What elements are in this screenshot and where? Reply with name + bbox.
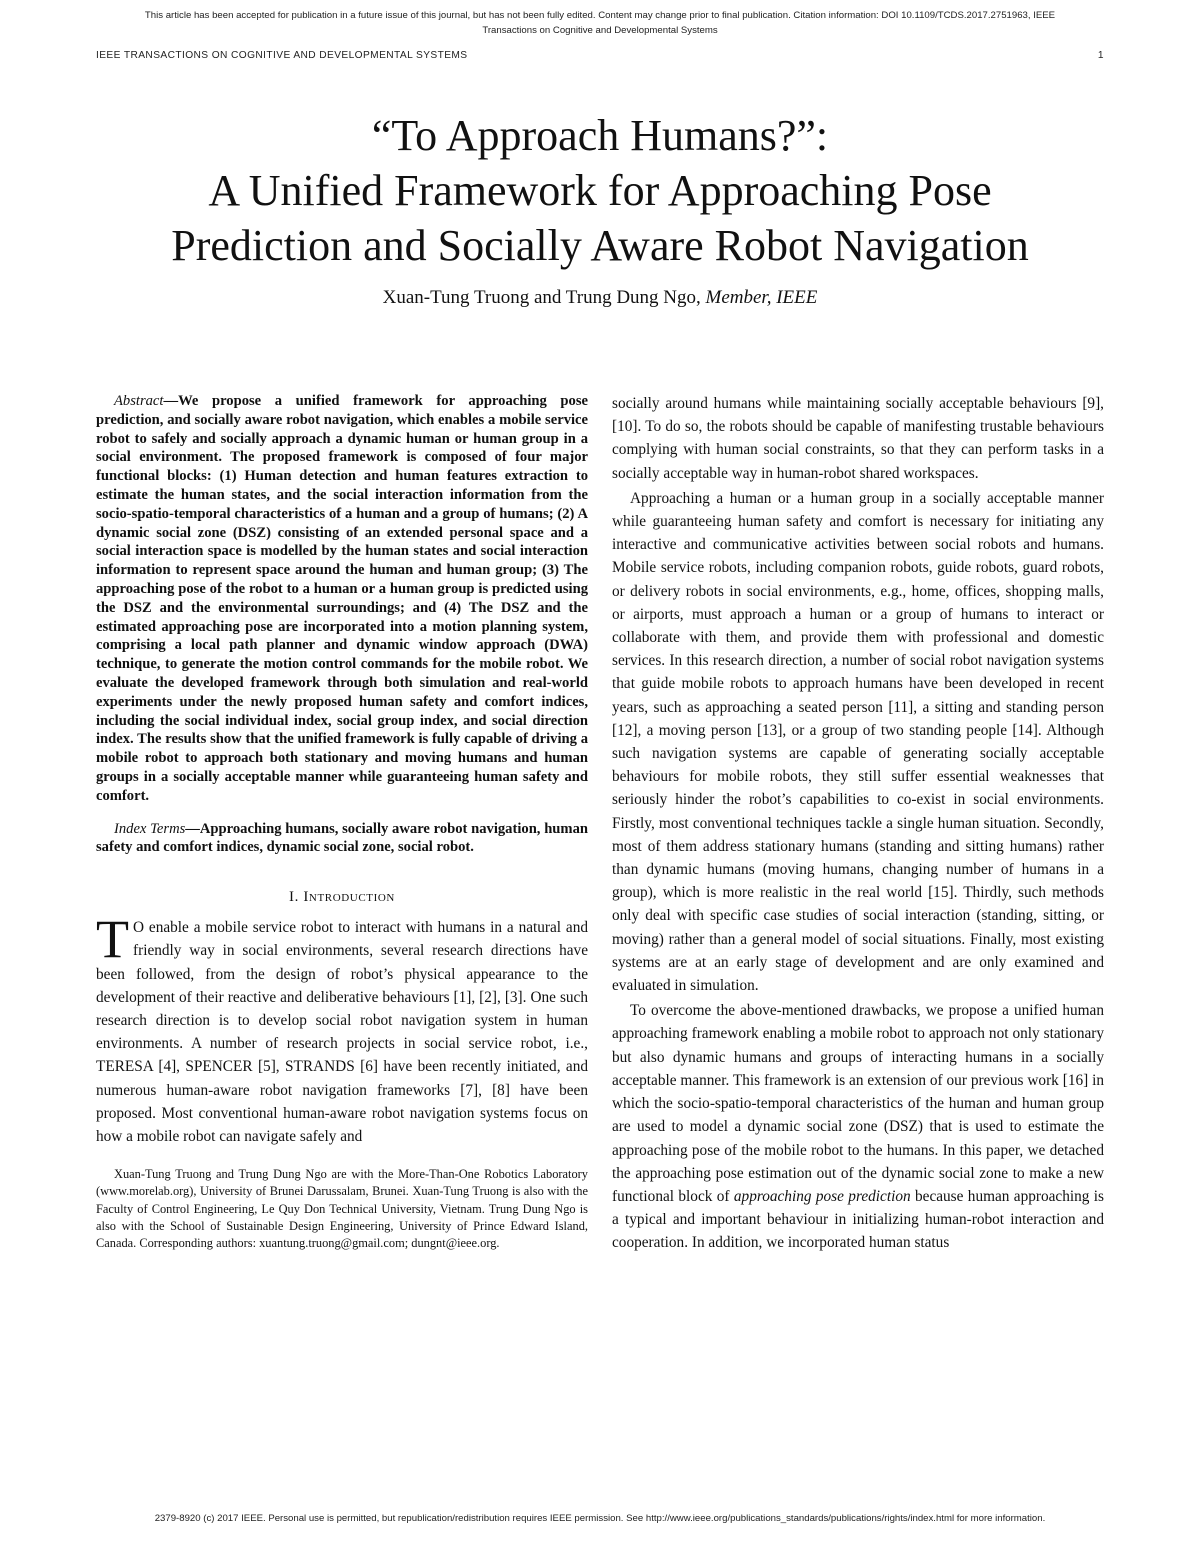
intro-paragraph-3-emphasis: approaching pose prediction [733, 1187, 911, 1205]
page-number: 1 [1097, 50, 1104, 61]
intro-paragraph-3-text-a: To overcome the above-mentioned drawbacks, we propose a unified human approaching framework enabling a mobile robot to approach not only stationary but also dynamic humans and groups of interacting humans in a socially acceptable manner. This framework is an extension of our previous work [16] in which the socio-spatio-temporal characteristics of the human and human group are used to model a dynamic social zone (DSZ) that is used to estimate the approaching pose of the mobile robot to the humans. In this paper, we detached the approaching pose estimation out of the dynamic social zone to make a new functional block of [612, 1002, 1104, 1205]
paper-title [60, 108, 1140, 273]
intro-paragraph-2: Approaching a human or a human group in a socially acceptable manner while guaranteeing human safety and comfort is necessary for initiating any interactive and communicative activities between social robots and humans. Mobile service robots, including companion robots, guide robots, guard robots, or delivery robots in social environments, e.g., home, offices, shopping malls, or airports, must approach a human or a group of humans to interact or collaborate with them, and provide them with professional and domestic services. In this research direction, a number of social robot navigation systems that guide mobile robots to approach humans have been developed in recent years, such as approaching a seated person [11], a sitting and standing person [12], a moving person [13], or a group of two standing people [14]. Although such navigation systems are capable of generating socially acceptable behaviours for mobile robots, they still suffer essential weaknesses that seriously hinder the robot’s capabilities to co-exist in social environments. Firstly, most conventional techniques tackle a single human situation. Secondly, most of them address stationary humans (standing and sitting humans) rather than dynamic humans (moving humans, changing number of humans in a group), which is more realistic in the real world [15]. Thirdly, such methods only deal with specific case studies of social interaction (standing, sitting, or moving) rather than a general model of social situations. Finally, most existing systems are at an early stage of development and are only examined and evaluated in simulation. [612, 489, 1104, 995]
right-column [612, 392, 1104, 1255]
abstract-label: Abstract [114, 393, 164, 409]
title-line-3: Prediction and Socially Aware Robot Navigation [171, 221, 1029, 270]
author-membership: Member, IEEE [705, 287, 818, 308]
author-names: Xuan-Tung Truong and Trung Dung Ngo, [382, 287, 701, 308]
index-terms-text: —Approaching humans, socially aware robot navigation, human safety and comfort indices, dynamic social zone, social robot. [96, 820, 588, 856]
abstract [96, 392, 588, 806]
title-line-1: “To Approach Humans?”: [371, 111, 829, 160]
intro-paragraph-3 [612, 999, 1104, 1254]
journal-name: IEEE TRANSACTIONS ON COGNITIVE AND DEVELOPMENTAL SYSTEMS [96, 50, 468, 61]
abstract-paragraph [96, 392, 588, 806]
intro-paragraph-1-continued: socially around humans while maintaining socially acceptable behaviours [9], [10]. To do so, the robots should be capable of manifesting trustable behaviours complying with human social constraints, so that they can perform tasks in a socially acceptable way in human-robot shared workspaces. [612, 395, 1104, 482]
drop-cap: T [96, 909, 129, 970]
running-head [96, 50, 1104, 64]
index-terms [96, 820, 588, 858]
acceptance-notice [30, 8, 1170, 38]
notice-line-2: Transactions on Cognitive and Developmental Systems [482, 25, 718, 36]
copyright-footer: 2379-8920 (c) 2017 IEEE. Personal use is permitted, but republication/redistribution requires IEEE permission. See http://www.ieee.org/publications_standards/publications/rights/index.html for more information. [154, 1513, 1046, 1524]
intro-paragraph-3-text-b: because human approaching is a typical and important behaviour in initializing human-robot interaction and cooperation. In addition, we incorporated human status [612, 1187, 1104, 1252]
title-line-2: A Unified Framework for Approaching Pose [208, 166, 992, 215]
author-line [60, 286, 1140, 310]
abstract-text: —We propose a unified framework for approaching pose prediction, and socially aware robot navigation, which enables a mobile service robot to safely and socially approach a dynamic human or human group in a social environment. The proposed framework is composed of four major functional blocks: (1) Human detection and human features extraction to estimate the human states, and the social interaction information from the socio-spatio-temporal characteristics of a human and a group of humans; (2) A dynamic social zone (DSZ) consisting of an extended personal space and a social interaction space is modelled by the human states and social interaction information to represent space around the human and human group; (3) The approaching pose of the robot to a human or a human group is predicted using the DSZ and the environmental surroundings; and (4) The DSZ and the estimated approaching pose are incorporated into a motion planning system, comprising a local path planner and dynamic window approach (DWA) technique, to generate the motion control commands for the mobile robot. We evaluate the developed framework through both simulation and real-world experiments under the newly proposed human safety and comfort indices, including the social individual index, social group index, and social direction index. The results show that the unified framework is fully capable of driving a mobile robot to approach both stationary and moving humans and human groups in a socially acceptable manner while guaranteeing human safety and comfort. [96, 393, 588, 804]
section-heading-introduction: I. Introduction [289, 889, 395, 906]
intro-paragraph-1 [96, 909, 588, 1148]
author-footnote: Xuan-Tung Truong and Trung Dung Ngo are with the More-Than-One Robotics Laboratory (www.morelab.org), University of Brunei Darussalam, Brunei. Xuan-Tung Truong is also with the Faculty of Control Engineering, Le Quy Don Technical University, Vietnam. Trung Dung Ngo is also with the School of Sustainable Design Engineering, University of Prince Edward Island, Canada. Corresponding authors: xuantung.truong@gmail.com; dungnt@ieee.org. [96, 1167, 588, 1250]
intro-paragraph-1-text: O enable a mobile service robot to interact with humans in a natural and friendly way in social environments, several research directions have been followed, from the design of robot’s physical appearance to the development of their reactive and deliberative behaviours [1], [2], [3]. One such research direction is to develop social robot navigation system in human environments. A number of research projects in social service robot, i.e., TERESA [4], SPENCER [5], STRANDS [6] have been recently initiated, and numerous human-aware robot navigation frameworks [7], [8] have been proposed. Most conventional human-aware robot navigation systems focus on how a mobile robot can navigate safely and [96, 919, 588, 1145]
index-terms-label: Index Terms [114, 820, 186, 837]
notice-line-1: This article has been accepted for publication in a future issue of this journal, but has not been fully edited. Content may change prior to final publication. Citation information: DOI 10.1109/TCDS.2017.2751963, IEEE [144, 10, 1056, 21]
left-column [96, 392, 588, 1252]
